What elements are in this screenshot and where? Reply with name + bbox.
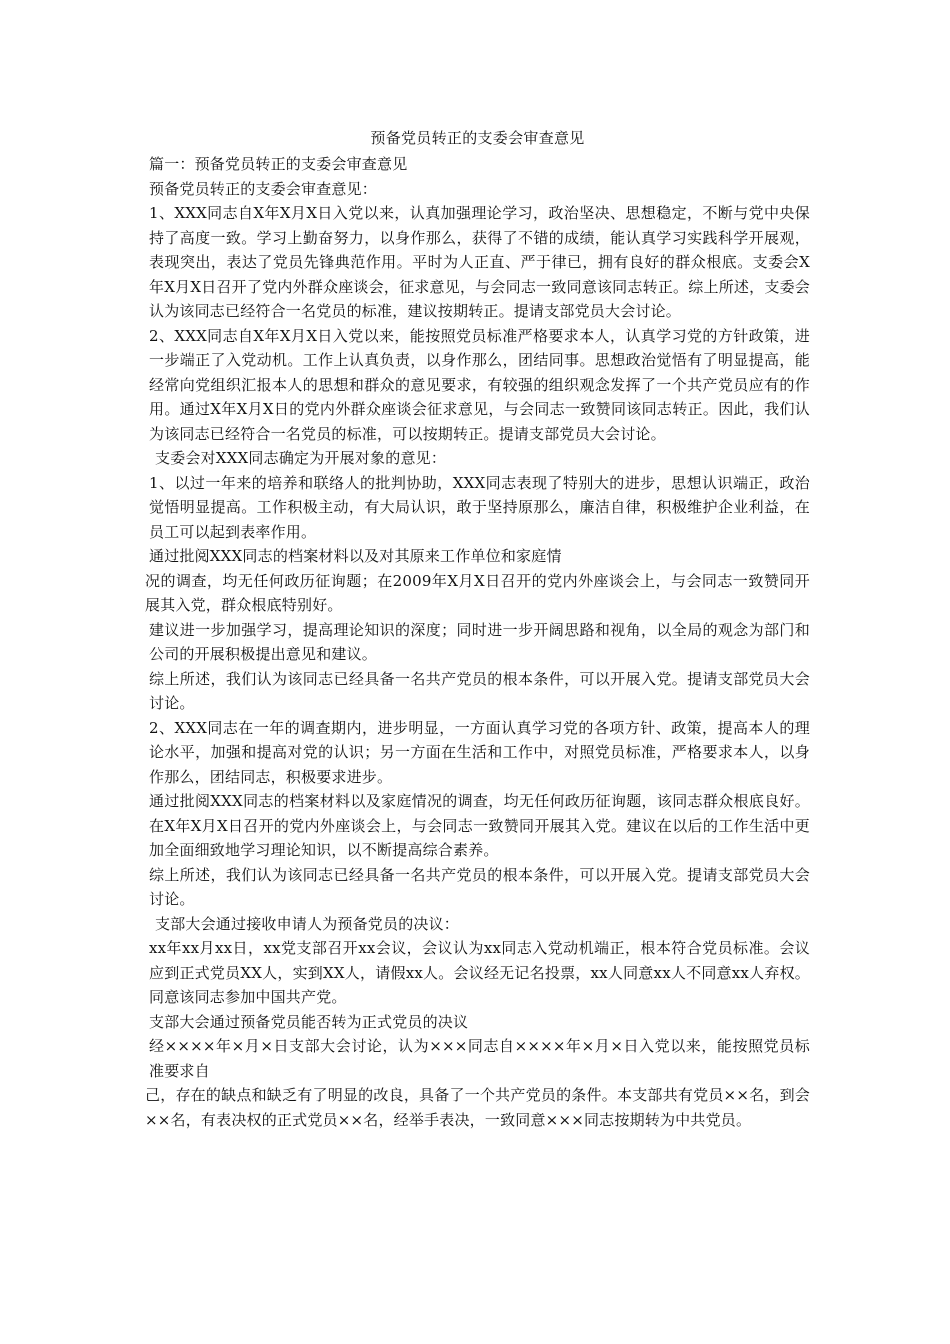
paragraph-15: xx年xx月xx日，xx党支部召开xx会议，会议认为xx同志入党动机端正，根本符合党员标准。会议应到正式党员XX人，实到XX人，请假xx人。会议经无记名投票，xx人同意xx人不同意xx人弃权。同意该同志参加中国共产党。 <box>149 939 810 1006</box>
document-title: 预备党员转正的支委会审查意见 <box>370 129 585 147</box>
paragraph-9: 建议进一步加强学习，提高理论知识的深度；同时进一步开阔思路和视角，以全局的观念为部门和公司的开展积极提出意见和建议。 <box>149 620 810 663</box>
paragraph-4: 2、XXX同志自X年X月X日入党以来，能按照党员标准严格要求本人，认真学习党的方针政策，进一步端正了入党动机。工作上认真负责，以身作那么，团结同事。思想政治觉悟有了明显提高，能经常向党组织汇报本人的思想和群众的意见要求，有较强的组织观念发挥了一个共产党员应有的作用。通过X年X月X日的党内外群众座谈会征求意见，与会同志一致赞同该同志转正。因此，我们认为该同志已经符合一名党员的标准，可以按期转正。提请支部党员大会讨论。 <box>149 326 810 443</box>
paragraph-18: 己，存在的缺点和缺乏有了明显的改良，具备了一个共产党员的条件。本支部共有党员××名，到会××名，有表决权的正式党员××名，经举手表决，一致同意×××同志按期转为中共党员。 <box>145 1086 810 1129</box>
paragraph-7: 通过批阅XXX同志的档案材料以及对其原来工作单位和家庭情 <box>149 547 562 565</box>
paragraph-11: 2、XXX同志在一年的调查期内，进步明显，一方面认真学习党的各项方针、政策，提高本人的理论水平，加强和提高对党的认识；另一方面在生活和工作中，对照党员标准，严格要求本人，以身作那么，团结同志，积极要求进步。 <box>149 718 810 786</box>
paragraph-13: 综上所述，我们认为该同志已经具备一名共产党员的根本条件，可以开展入党。提请支部党员大会讨论。 <box>149 865 810 908</box>
paragraph-12: 通过批阅XXX同志的档案材料以及家庭情况的调查，均无任何政历征询题，该同志群众根底良好。在X年X月X日召开的党内外座谈会上，与会同志一致赞同开展其入党。建议在以后的工作生活中更加全面细致地学习理论知识，以不断提高综合素养。 <box>149 792 810 859</box>
paragraph-1: 篇一：预备党员转正的支委会审查意见 <box>149 155 408 173</box>
paragraph-8: 况的调查，均无任何政历征询题；在2009年X月X日召开的党内外座谈会上，与会同志一致赞同开展其入党，群众根底特别好。 <box>145 571 810 614</box>
paragraph-17: 经××××年×月×日支部大会讨论，认为×××同志自××××年×月×日入党以来，能按照党员标准要求自 <box>149 1037 810 1080</box>
paragraph-16: 支部大会通过预备党员能否转为正式党员的决议 <box>149 1012 469 1031</box>
paragraph-5: 支委会对XXX同志确定为开展对象的意见： <box>155 449 447 467</box>
paragraph-6: 1、以过一年来的培养和联络人的批判协助，XXX同志表现了特别大的进步，思想认识端正，政治觉悟明显提高。工作积极主动，有大局认识，敢于坚持原那么，廉洁自律，积极维护企业利益，在员工可以起到表率作用。 <box>149 473 810 541</box>
paragraph-14: 支部大会通过接收申请人为预备党员的决议： <box>155 914 460 933</box>
document-page <box>145 126 810 1132</box>
paragraph-10: 综上所述，我们认为该同志已经具备一名共产党员的根本条件，可以开展入党。提请支部党员大会讨论。 <box>149 669 810 712</box>
paragraph-3: 1、XXX同志自X年X月X日入党以来，认真加强理论学习，政治坚决、思想稳定，不断与党中央保持了高度一致。学习上勤奋努力，以身作那么，获得了不错的成绩，能认真学习实践科学开展观，表现突出，表达了党员先锋典范作用。平时为人正直、严于律已，拥有良好的群众根底。支委会X年X月X日召开了党内外群众座谈会，征求意见，与会同志一致同意该同志转正。综上所述，支委会认为该同志已经符合一名党员的标准，建议按期转正。提请支部党员大会讨论。 <box>149 204 810 320</box>
paragraph-2: 预备党员转正的支委会审查意见： <box>149 179 378 198</box>
